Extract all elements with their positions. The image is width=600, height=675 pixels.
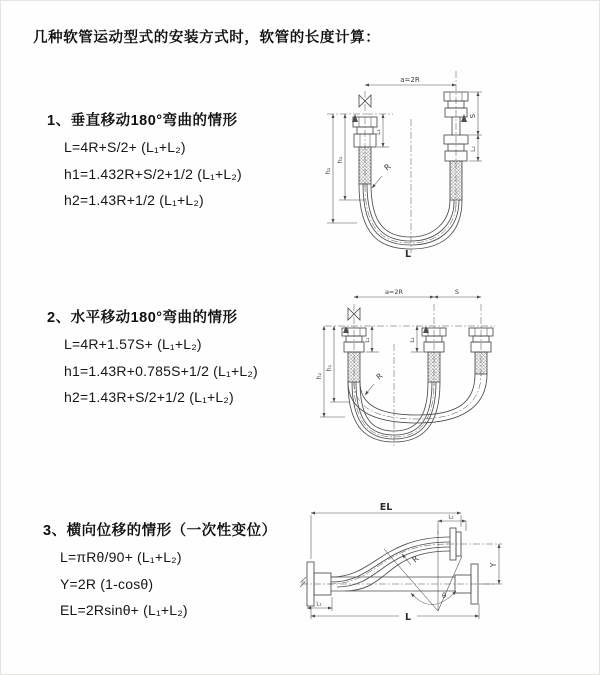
dimension-s-l2 (469, 92, 482, 161)
section-heading: 3、横向位移的情形（一次性变位） (43, 523, 277, 539)
dimension-a2r-s (354, 288, 481, 297)
dim-label-el: EL (379, 502, 393, 513)
formula-length: L=4R+S/2+ (L₁+L₂) (64, 139, 186, 155)
dim-label-y: Y (489, 562, 498, 568)
dimension-l (311, 601, 479, 623)
hose-s-curve (331, 537, 450, 591)
dim-label-h2: h₂ (316, 372, 323, 380)
dim-label-a2r: a=2R (384, 288, 404, 296)
formula-el: EL=2Rsinθ+ (L₁+L₂) (60, 602, 188, 618)
dim-label-h1: h₁ (336, 156, 344, 164)
page-title: 几种软管运动型式的安装方式时，软管的长度计算： (33, 30, 381, 46)
dimension-h1-h2 (316, 326, 350, 417)
hose-u-bend-displaced (348, 374, 487, 423)
dim-label-l1: L₁ (365, 337, 371, 343)
centerlines (327, 71, 456, 253)
diagram-lateral-displacement (299, 501, 514, 653)
formula-h1: h1=1.432R+S/2+1/2 (L₁+L₂) (64, 165, 242, 182)
section-vertical-180-bend (47, 109, 242, 219)
formula-length: L=πRθ/90+ (L₁+L₂) (60, 549, 182, 565)
dim-label-r: R (382, 162, 393, 173)
dimension-l2 (410, 326, 423, 352)
dim-label-s: S (454, 288, 460, 296)
diagram-horizontal-180-bend (317, 284, 592, 454)
formula-y: Y=2R (1-cosθ) (60, 575, 154, 592)
reference-arrows (343, 326, 429, 333)
formula-h2: h2=1.43R+1/2 (L₁+L₂) (64, 192, 204, 208)
dim-label-h2: h₂ (324, 167, 332, 175)
section-horizontal-180-bend (47, 306, 258, 416)
dim-label-theta: θ (442, 592, 447, 600)
formula-h1: h1=1.43R+0.785S+1/2 (L₁+L₂) (64, 362, 258, 379)
dim-label-l1: L₁ (375, 129, 382, 135)
radius-callout (365, 371, 384, 395)
dimension-l1 (365, 326, 379, 352)
dim-label-r: R (374, 371, 385, 382)
dimension-l2 (438, 515, 466, 535)
formula-h2: h2=1.43R+S/2+1/2 (L₁+L₂) (64, 389, 234, 405)
dimension-y (479, 544, 502, 584)
dim-label-l2: L₂ (410, 337, 416, 343)
dim-label-l: L (404, 249, 412, 260)
dimension-el (311, 502, 461, 559)
hose-u-bend (359, 184, 462, 249)
diagram-vertical-180-bend (319, 65, 559, 261)
formula-length: L=4R+1.57S+ (L₁+L₂) (64, 336, 202, 352)
reference-arrows (352, 114, 467, 122)
dim-label-l2: L₂ (470, 146, 477, 152)
left-fitting (342, 328, 366, 382)
middle-fitting (422, 328, 446, 382)
dim-label-l1: L₁ (316, 601, 322, 608)
break-mark (300, 577, 306, 587)
section-lateral-displacement (43, 519, 277, 629)
dimension-a2r (365, 76, 456, 85)
left-fitting (353, 117, 377, 184)
section-heading: 1、垂直移动180°弯曲的情形 (47, 113, 238, 129)
dim-label-l2: L₂ (448, 514, 454, 521)
section-heading: 2、水平移动180°弯曲的情形 (47, 310, 238, 326)
dim-label-s: S (469, 113, 477, 119)
radius-callout (372, 162, 393, 188)
dim-label-h1: h₁ (326, 364, 333, 372)
dim-label-a2r: a=2R (400, 76, 420, 84)
dim-label-l: L (404, 612, 412, 623)
dim-label-r: R (410, 554, 421, 565)
